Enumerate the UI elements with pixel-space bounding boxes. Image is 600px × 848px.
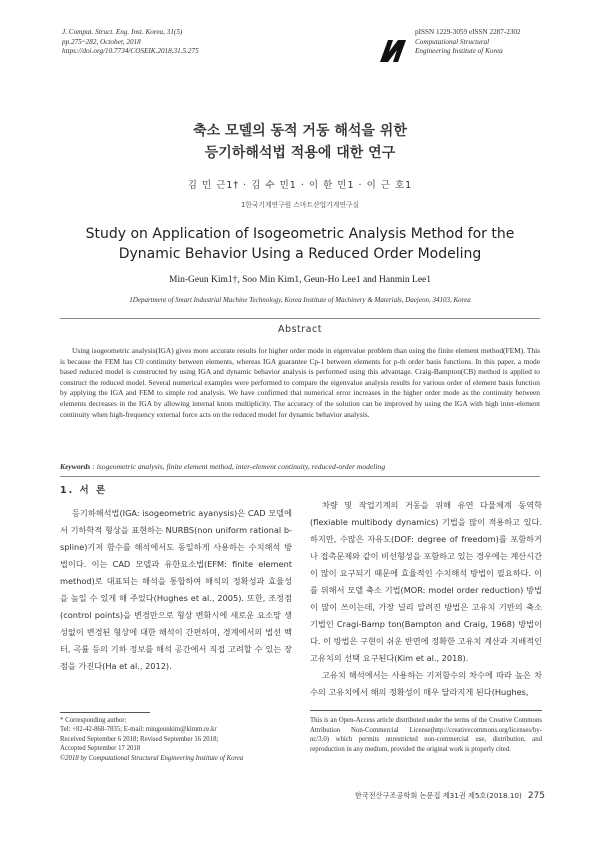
- korean-title-line1: 축소 모델의 동적 거동 해석을 위한: [193, 123, 407, 139]
- keywords-text: : isogeometric analysis, finite element method, inter-element continuity, reduced-order modeling: [90, 462, 386, 471]
- issn-info: [415, 28, 585, 57]
- body-right-column: [310, 497, 542, 701]
- doi-link[interactable]: https://doi.org/10.7734/COSEIK.2018.31.5.275: [62, 47, 199, 56]
- section-heading-introduction: 1. 서 론: [60, 485, 108, 496]
- english-title: [0, 224, 600, 264]
- footnote-rule-right: [310, 710, 542, 711]
- journal-citation: [62, 28, 262, 57]
- abstract-text: Using isogeometric analysis(IGA) gives more accurate results for higher order mode in eigenvalue problem than using the finite element method(FEM). This is because the FEM has C0 continuity between elements, whereas IGA guarantee Cp-1 between elements for p-th order basis functions. In this paper, a mode based reduced model is constructed by using IGA and dynamic behavior analysis is performed using this advantage. Craig-Bampton(CB) method is applied to construct the reduced model. Several numerical examples were performed to compare the eigenvalue analysis results for various order of element basis function by applying the IGA and FEM to simple rod analysis. We have confirmed that numerical error increases in the higher order mode as the continuity between elements decreases in the IGA by allowing internal knots multiplicity. The accuracy of the solution can be improved by using the IGA with high inter-element continuity when high-frequency external force acts on the reduced model for dynamic behavior analysis.: [60, 346, 540, 419]
- cosEIK-logo-icon: [378, 38, 408, 64]
- page-number: 275: [527, 791, 545, 801]
- received-line: Received September 6 2018; Revised September 16 2018;: [60, 735, 219, 743]
- journal-issue-footer: 한국전산구조공학회 논문집 제31권 제5호(2018.10): [354, 791, 522, 800]
- keywords-label: Keywords: [60, 462, 91, 471]
- contact-line: Tel: +82-42-868-7835; E-mail: mingeunkim@kimm.re.kr: [60, 726, 217, 734]
- pages-line: pp.275~282, October, 2018: [62, 37, 141, 46]
- english-affiliation: 1Department of Smart Industrial Machine Technology, Korea Institute of Machinery & Materials, Daejeon, 34103, Korea: [129, 296, 471, 304]
- society-line1: Computational Structural: [415, 37, 490, 46]
- page-footer: [330, 791, 545, 801]
- body-left-column: [60, 505, 292, 675]
- korean-authors: 김 민 근1† · 김 수 민1 · 이 한 민1 · 이 근 호1: [187, 180, 413, 191]
- corresponding-author-label: * Corresponding author:: [60, 717, 127, 724]
- divider-keywords: [60, 476, 540, 477]
- copyright-line: ©2018 by Computational Structural Engineering Institute of Korea: [60, 754, 244, 762]
- abstract-heading: Abstract: [278, 324, 322, 335]
- divider-top: [60, 318, 540, 319]
- correspondence-footnote: [60, 716, 300, 763]
- keywords: [60, 462, 540, 471]
- paragraph: 차량 및 작업기계의 거동을 위해 유연 다물체계 동역학(flexiable multibody dynamics) 기법을 많이 적용하고 있다. 하지만, 수많은 자유도(DOF: degree of freedom)를 포함하거나 접촉문제와 같이 비선형성을 포함하고 있는 경우에는 계산시간이 많이 요구되기 때문에 효율적인 수치해석 방법이 필요하다. 이를 위해서 모델 축소 기법(MOR: model order reduction) 방법이 많이 쓰이는데, 가장 널리 알려진 방법은 고유치 기반의 축소 기법인 Cragi-Bamp ton(Bampton and Craig, 1968) 방법이다. 이 방법은 구현이 쉬운 반면에 정확한 고유치 계산과 지배적인 고유치의 선택 요구된다(Kim et al., 2018).: [310, 500, 542, 663]
- english-title-line2: Dynamic Behavior Using a Reduced Order Modeling: [118, 246, 482, 262]
- english-authors: Min-Geun Kim1†, Soo Min Kim1, Geun-Ho Lee1 and Hanmin Lee1: [169, 275, 431, 285]
- accepted-line: Accepted September 17 2018: [60, 745, 141, 753]
- paragraph: 고유치 해석에서는 사용하는 기저함수의 차수에 따라 높은 차수의 고유치에서 해의 정확성이 매우 달라지게 된다(Hughes,: [310, 670, 542, 697]
- korean-affiliation: 1한국기계연구원 스마트산업기계연구실: [240, 201, 360, 209]
- korean-title: [0, 120, 600, 164]
- open-access-notice: This is an Open-Access article distributed under the terms of the Creative Commons Attribution Non-Commercial License(http://creativecommons.org/licenses/by-nc/3.0) which permits unrestricted non-commercial use, distribution, and reproduction in any medium, provided the original work is properly cited.: [310, 717, 542, 753]
- citation-line: J. Comput. Struct. Eng. Inst. Korea, 31(5): [62, 28, 183, 36]
- issn-line: pISSN 1229-3059 eISSN 2287-2302: [415, 28, 521, 36]
- english-title-line1: Study on Application of Isogeometric Analysis Method for the: [85, 226, 515, 242]
- korean-title-line2: 등기하해석법 적용에 대한 연구: [204, 145, 396, 161]
- footnote-rule-left: [60, 712, 150, 713]
- paragraph: 등기하해석법(IGA: isogeometric ayanysis)은 CAD 모델에서 기하학적 형상을 표현하는 NURBS(non uniform rational b-spline)기저 함수를 해석에서도 동일하게 사용하는 수치해석 방법이다. 이는 CAD 모델과 유한요소법(EFM: finite element method)로 대표되는 해석을 통합하여 해석의 정확성과 효율성을 높일 수 있게 해 주었다(Hughes et al., 2005). 또한, 조정점(control points)을 변경만으로 형상 변화시에 새로운 요소망 생성없이 변경된 형상에 대한 해석이 간편하며, 경계에서의 법선 벡터, 곡률 등의 기하 정보를 해석 공간에서 직접 고려할 수 있는 장점을 가진다(Ha et al., 2012).: [60, 508, 292, 671]
- society-line2: Engineering Institute of Korea: [415, 47, 503, 56]
